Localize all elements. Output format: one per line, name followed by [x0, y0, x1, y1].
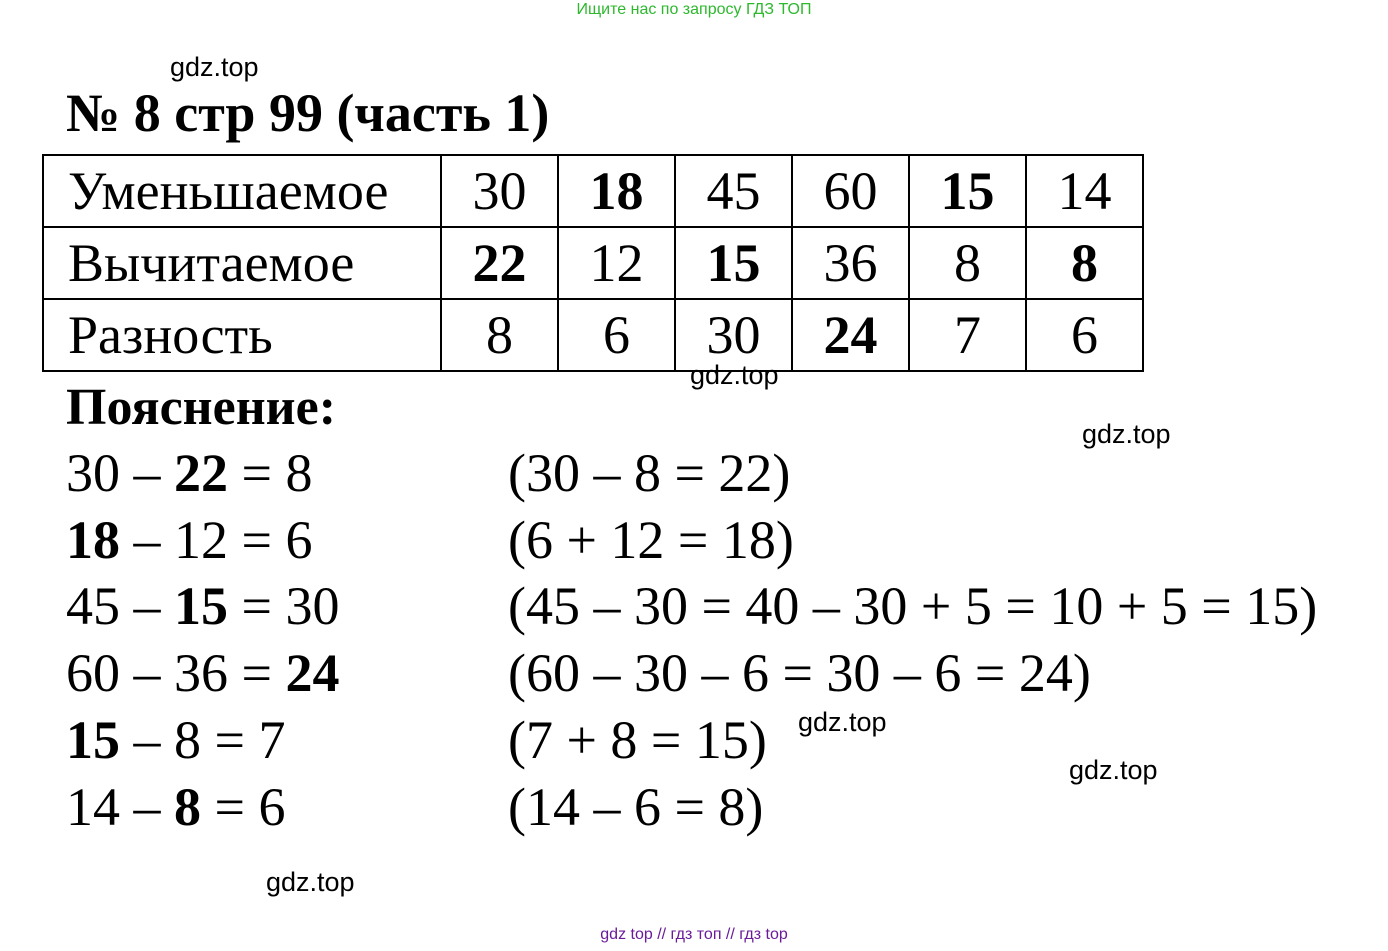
- table-row: [43, 299, 1143, 371]
- equation-part: 15: [174, 576, 228, 636]
- equation: [66, 507, 312, 573]
- table-cell: 24: [792, 299, 909, 371]
- table-cell: 60: [792, 155, 909, 227]
- values-table: [42, 154, 1144, 372]
- equation-part: = 30: [228, 576, 340, 636]
- table-row: [43, 155, 1143, 227]
- table-cell: 18: [558, 155, 675, 227]
- equation-part: – 12 = 6: [120, 510, 313, 570]
- table-cell: 8: [441, 299, 558, 371]
- equation: [66, 640, 339, 706]
- check: (30 – 8 = 22): [508, 443, 791, 503]
- watermark: gdz.top: [170, 52, 259, 82]
- equation-part: 30 –: [66, 443, 174, 503]
- check: (45 – 30 = 40 – 30 + 5 = 10 + 5 = 15): [508, 576, 1318, 636]
- equation-part: 18: [66, 510, 120, 570]
- equation-part: 24: [285, 643, 340, 703]
- row-label: Разность: [43, 299, 441, 371]
- check: (7 + 8 = 15): [508, 710, 767, 770]
- check: (60 – 30 – 6 = 30 – 6 = 24): [508, 643, 1091, 703]
- explanation-title: Пояснение:: [66, 379, 337, 436]
- table-cell: 45: [675, 155, 792, 227]
- table-cell: 12: [558, 227, 675, 299]
- table-cell: 30: [675, 299, 792, 371]
- table-cell: 7: [909, 299, 1026, 371]
- table-cell: 8: [909, 227, 1026, 299]
- equation: [66, 440, 312, 506]
- table-cell: 30: [441, 155, 558, 227]
- equation-part: 22: [174, 443, 228, 503]
- row-label: Уменьшаемое: [43, 155, 441, 227]
- equation: [66, 573, 339, 639]
- table-cell: 8: [1026, 227, 1143, 299]
- watermark: gdz.top: [1082, 419, 1171, 449]
- top-banner: Ищите нас по запросу ГДЗ ТОП: [576, 1, 812, 18]
- table-cell: 15: [675, 227, 792, 299]
- page-title: № 8 стр 99 (часть 1): [66, 83, 550, 143]
- check: (14 – 6 = 8): [508, 777, 764, 837]
- check: (6 + 12 = 18): [508, 510, 794, 570]
- table-cell: 14: [1026, 155, 1143, 227]
- table-cell: 22: [441, 227, 558, 299]
- equation-part: 45 –: [66, 576, 174, 636]
- table-cell: 6: [558, 299, 675, 371]
- equation-part: 60 – 36 =: [66, 643, 286, 703]
- equation: [66, 774, 285, 840]
- row-label: Вычитаемое: [43, 227, 441, 299]
- watermark: gdz.top: [266, 867, 355, 897]
- equation-part: 15: [66, 710, 120, 770]
- equation-part: 8: [174, 777, 201, 837]
- equation-part: = 8: [228, 443, 313, 503]
- equation-part: = 6: [201, 777, 286, 837]
- watermark: gdz.top: [798, 707, 887, 737]
- watermark: gdz.top: [1069, 755, 1158, 785]
- table-cell: 15: [909, 155, 1026, 227]
- equation-part: 14 –: [66, 777, 174, 837]
- table-cell: 6: [1026, 299, 1143, 371]
- watermark: gdz.top: [690, 360, 779, 390]
- bottom-banner: gdz top // гдз топ // гдз top: [600, 926, 788, 943]
- table-cell: 36: [792, 227, 909, 299]
- table-row: [43, 227, 1143, 299]
- equation-part: – 8 = 7: [120, 710, 286, 770]
- equation: [66, 707, 285, 773]
